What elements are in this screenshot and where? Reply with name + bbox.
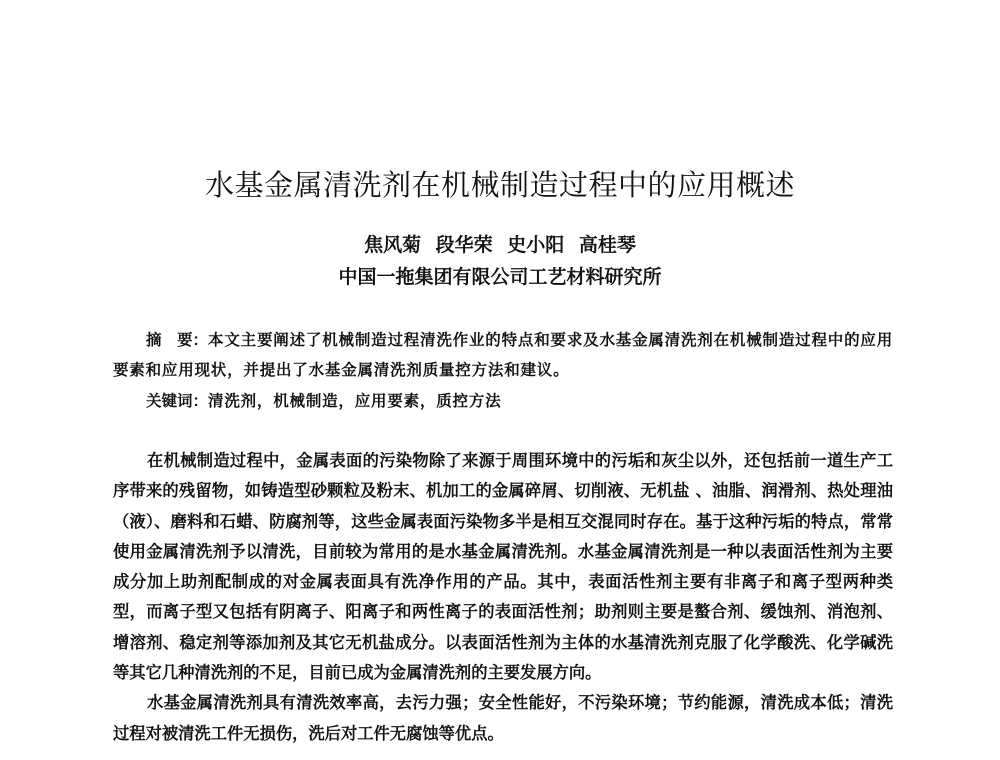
- paper-title: 水基金属清洗剂在机械制造过程中的应用概述: [204, 168, 795, 202]
- abstract: [113, 325, 893, 384]
- body-paragraph-2: 水基金属清洗剂具有清洗效率高，去污力强；安全性能好，不污染环境；节约能源，清洗成本低；清洗过程对被清洗工件无损伤，洗后对工件无腐蚀等优点。: [113, 693, 893, 743]
- author-list: 焦风菊 段华荣 史小阳 高桂琴: [364, 234, 636, 256]
- keywords: [113, 386, 893, 416]
- keywords-label: 关键词：: [146, 392, 209, 410]
- abstract-text: 本文主要阐述了机械制造过程清洗作业的特点和要求及水基金属清洗剂在机械制造过程中的应用要素和应用现状，并提出了水基金属清洗剂质量控方法和建议。: [113, 330, 893, 379]
- body-paragraph-1: 在机械制造过程中，金属表面的污染物除了来源于周围环境中的污垢和灰尘以外，还包括前一道生产工序带来的残留物，如铸造型砂颗粒及粉末、机加工的金属碎屑、切削液、无机盐 、油脂、润滑剂、热处理油（液）、磨料和石蜡、防腐剂等，这些金属表面污染物多半是相互交混同时存在。基于这种污垢的特点，常常使用金属清洗剂予以清洗，目前较为常用的是水基金属清洗剂。水基金属清洗剂是一种以表面活性剂为主要成分加上助剂配制成的对金属表面具有洗净作用的产品。其中，表面活性剂主要有非离子和离子型两种类型，而离子型又包括有阴离子、阳离子和两性离子的表面活性剂；助剂则主要是螯合剂、缓蚀剂、消泡剂、增溶剂、稳定剂等添加剂及其它无机盐成分。以表面活性剂为主体的水基清洗剂克服了化学酸洗、化学碱洗等其它几种清洗剂的不足，目前已成为金属清洗剂的主要发展方向。: [113, 451, 893, 683]
- author-affiliation: 中国一拖集团有限公司工艺材料研究所: [338, 266, 662, 288]
- body-text: [113, 446, 893, 749]
- abstract-label: 摘 要：: [146, 331, 209, 349]
- keywords-text: 清洗剂，机械制造，应用要素，质控方法: [208, 391, 502, 410]
